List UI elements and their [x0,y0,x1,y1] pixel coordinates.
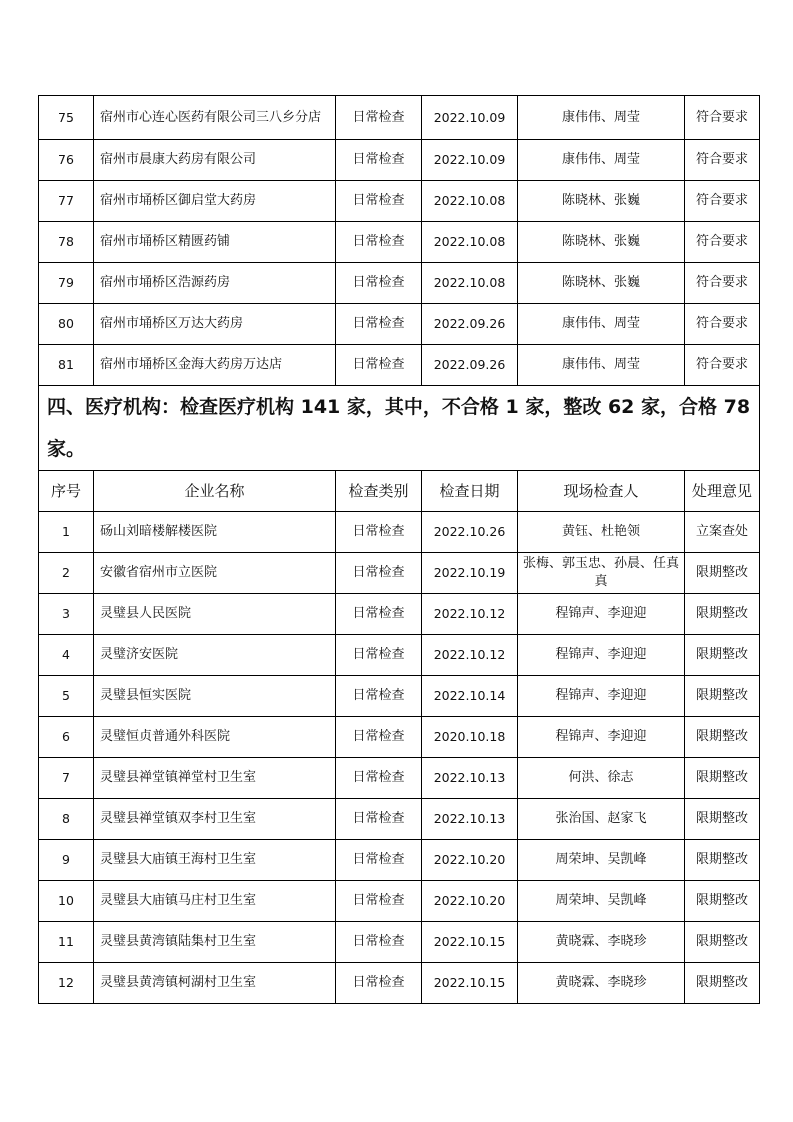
inspection-type: 日常检查 [336,304,422,345]
medical-institution-rows [39,512,760,1004]
inspection-type: 日常检查 [336,553,422,594]
inspector-names: 程锦声、李迎迎 [518,594,685,635]
inspection-type: 日常检查 [336,96,422,140]
handling-result: 限期整改 [685,594,760,635]
document-page [38,95,752,1004]
pharmacy-rows [39,96,760,386]
table-row [39,799,760,840]
inspection-type: 日常检查 [336,840,422,881]
company-name: 灵璧县大庙镇马庄村卫生室 [94,881,336,922]
handling-result: 符合要求 [685,140,760,181]
inspection-date: 2022.10.13 [422,799,518,840]
company-name: 灵璧县禅堂镇双李村卫生室 [94,799,336,840]
handling-result: 限期整改 [685,840,760,881]
company-name: 宿州市埇桥区御启堂大药房 [94,181,336,222]
table-row [39,963,760,1004]
table-row [39,758,760,799]
row-number: 6 [39,717,94,758]
row-number: 75 [39,96,94,140]
inspection-date: 2022.10.08 [422,263,518,304]
table-row [39,263,760,304]
inspection-type: 日常检查 [336,263,422,304]
table-row [39,222,760,263]
inspector-names: 张治国、赵家飞 [518,799,685,840]
inspection-date: 2022.10.15 [422,922,518,963]
row-number: 10 [39,881,94,922]
inspection-type: 日常检查 [336,922,422,963]
inspector-names: 康伟伟、周莹 [518,304,685,345]
inspector-names: 康伟伟、周莹 [518,345,685,386]
handling-result: 立案查处 [685,512,760,553]
row-number: 79 [39,263,94,304]
handling-result: 限期整改 [685,676,760,717]
handling-result: 符合要求 [685,96,760,140]
inspection-type: 日常检查 [336,222,422,263]
company-name: 灵璧济安医院 [94,635,336,676]
inspection-date: 2022.10.09 [422,140,518,181]
table-row [39,304,760,345]
inspector-names: 张梅、郭玉忠、孙晨、任真真 [518,553,685,594]
inspection-date: 2022.10.20 [422,840,518,881]
handling-result: 符合要求 [685,222,760,263]
table-row [39,512,760,553]
company-name: 砀山刘暗楼解楼医院 [94,512,336,553]
inspection-date: 2022.10.20 [422,881,518,922]
header-result: 处理意见 [685,471,760,512]
inspector-names: 周荣坤、吴凯峰 [518,881,685,922]
inspection-type: 日常检查 [336,594,422,635]
handling-result: 符合要求 [685,345,760,386]
table-row [39,345,760,386]
inspector-names: 陈晓林、张巍 [518,222,685,263]
header-inspector: 现场检查人 [518,471,685,512]
inspection-type: 日常检查 [336,512,422,553]
handling-result: 符合要求 [685,263,760,304]
inspection-type: 日常检查 [336,799,422,840]
inspection-date: 2022.10.09 [422,96,518,140]
section-heading: 四、医疗机构：检查医疗机构 141 家，其中，不合格 1 家，整改 62 家，合格 78 家。 [39,386,760,471]
row-number: 78 [39,222,94,263]
table-header-row [39,471,760,512]
row-number: 7 [39,758,94,799]
inspection-type: 日常检查 [336,345,422,386]
table-row [39,676,760,717]
company-name: 宿州市埇桥区万达大药房 [94,304,336,345]
inspection-date: 2022.10.19 [422,553,518,594]
inspector-names: 程锦声、李迎迎 [518,717,685,758]
row-number: 12 [39,963,94,1004]
table-row [39,140,760,181]
company-name: 宿州市晨康大药房有限公司 [94,140,336,181]
row-number: 5 [39,676,94,717]
company-name: 灵璧县恒实医院 [94,676,336,717]
row-number: 1 [39,512,94,553]
table-row [39,922,760,963]
handling-result: 符合要求 [685,181,760,222]
inspection-date: 2022.10.12 [422,594,518,635]
company-name: 安徽省宿州市立医院 [94,553,336,594]
inspection-type: 日常检查 [336,717,422,758]
company-name: 宿州市心连心医药有限公司三八乡分店 [94,96,336,140]
table-row [39,594,760,635]
row-number: 8 [39,799,94,840]
table-row [39,840,760,881]
section-block [39,386,760,512]
row-number: 4 [39,635,94,676]
table-row [39,881,760,922]
inspection-date: 2022.10.26 [422,512,518,553]
table-row [39,553,760,594]
row-number: 81 [39,345,94,386]
inspection-table [38,95,760,1004]
inspection-date: 2022.09.26 [422,345,518,386]
handling-result: 限期整改 [685,922,760,963]
inspection-date: 2022.10.08 [422,222,518,263]
company-name: 灵璧县黄湾镇柯湖村卫生室 [94,963,336,1004]
inspector-names: 康伟伟、周莹 [518,140,685,181]
row-number: 11 [39,922,94,963]
table-row [39,181,760,222]
handling-result: 限期整改 [685,717,760,758]
inspection-date: 2022.10.13 [422,758,518,799]
row-number: 2 [39,553,94,594]
row-number: 80 [39,304,94,345]
inspection-date: 2022.09.26 [422,304,518,345]
inspection-type: 日常检查 [336,676,422,717]
inspection-date: 2022.10.15 [422,963,518,1004]
inspection-type: 日常检查 [336,758,422,799]
header-date: 检查日期 [422,471,518,512]
handling-result: 限期整改 [685,553,760,594]
inspection-type: 日常检查 [336,140,422,181]
row-number: 76 [39,140,94,181]
table-row [39,717,760,758]
inspector-names: 程锦声、李迎迎 [518,635,685,676]
company-name: 灵璧县人民医院 [94,594,336,635]
inspector-names: 周荣坤、吴凯峰 [518,840,685,881]
company-name: 宿州市埇桥区金海大药房万达店 [94,345,336,386]
company-name: 灵璧县黄湾镇陆集村卫生室 [94,922,336,963]
table-row [39,96,760,140]
handling-result: 限期整改 [685,963,760,1004]
inspection-type: 日常检查 [336,881,422,922]
row-number: 3 [39,594,94,635]
company-name: 宿州市埇桥区浩源药房 [94,263,336,304]
header-name: 企业名称 [94,471,336,512]
inspector-names: 康伟伟、周莹 [518,96,685,140]
inspector-names: 黄晓霖、李晓珍 [518,963,685,1004]
inspector-names: 陈晓林、张巍 [518,263,685,304]
inspector-names: 陈晓林、张巍 [518,181,685,222]
inspection-type: 日常检查 [336,635,422,676]
inspection-date: 2022.10.08 [422,181,518,222]
handling-result: 限期整改 [685,635,760,676]
inspection-date: 2020.10.18 [422,717,518,758]
section-row [39,386,760,471]
inspection-type: 日常检查 [336,181,422,222]
header-type: 检查类别 [336,471,422,512]
inspection-date: 2022.10.14 [422,676,518,717]
inspection-type: 日常检查 [336,963,422,1004]
inspector-names: 黄晓霖、李晓珍 [518,922,685,963]
inspector-names: 黄钰、杜艳领 [518,512,685,553]
header-no: 序号 [39,471,94,512]
company-name: 宿州市埇桥区精匮药铺 [94,222,336,263]
table-row [39,635,760,676]
row-number: 9 [39,840,94,881]
inspector-names: 何洪、徐志 [518,758,685,799]
inspection-date: 2022.10.12 [422,635,518,676]
company-name: 灵璧县禅堂镇禅堂村卫生室 [94,758,336,799]
handling-result: 限期整改 [685,758,760,799]
company-name: 灵璧县大庙镇王海村卫生室 [94,840,336,881]
inspector-names: 程锦声、李迎迎 [518,676,685,717]
handling-result: 符合要求 [685,304,760,345]
company-name: 灵璧恒贞普通外科医院 [94,717,336,758]
handling-result: 限期整改 [685,881,760,922]
handling-result: 限期整改 [685,799,760,840]
row-number: 77 [39,181,94,222]
